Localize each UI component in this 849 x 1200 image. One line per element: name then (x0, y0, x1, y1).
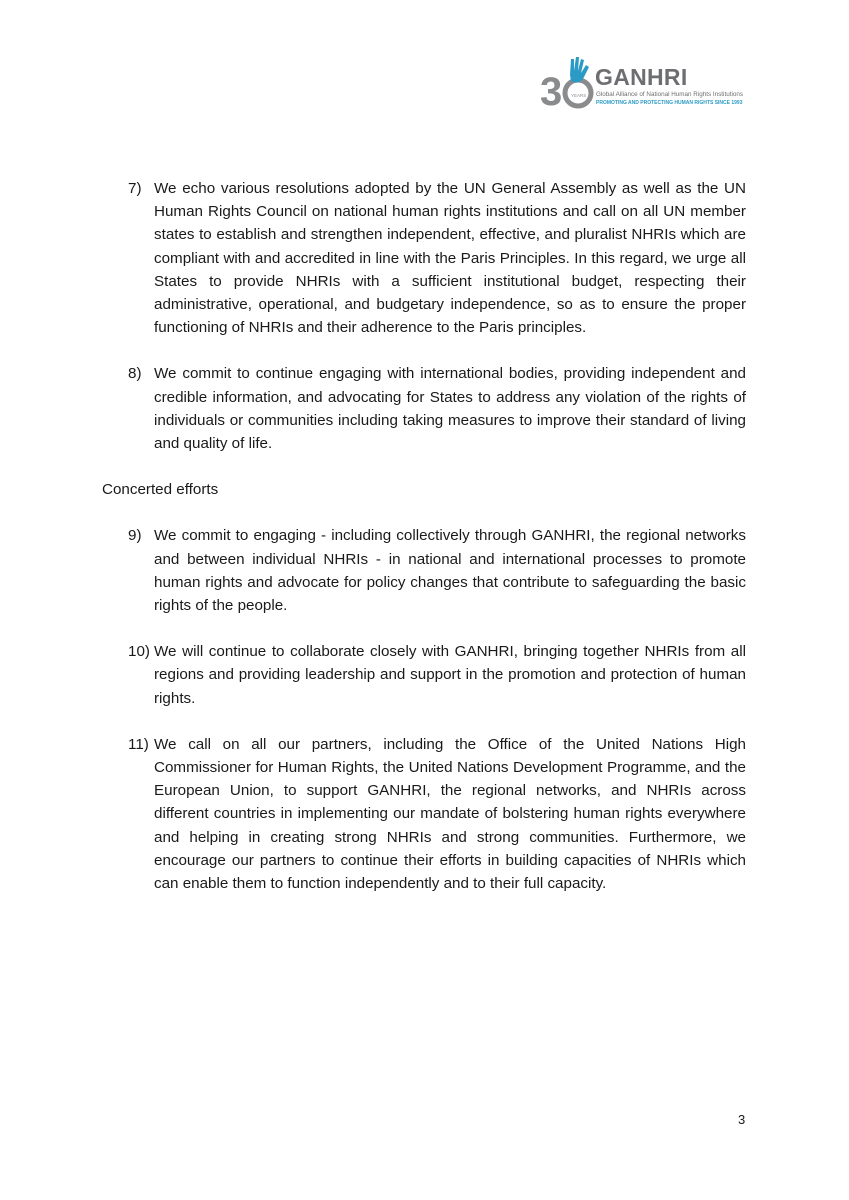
list-item-number: 7) (128, 180, 142, 197)
svg-text:YEARS: YEARS (571, 93, 587, 98)
list-item (102, 733, 746, 895)
logo-tagline-secondary: PROMOTING AND PROTECTING HUMAN RIGHTS SINCE 1993 (596, 100, 743, 106)
logo-tagline: Global Alliance of National Human Rights Institutions (596, 91, 744, 98)
page-number: 3 (738, 1112, 746, 1127)
list-item-text: We will continue to collaborate closely with GANHRI, bringing together NHRIs from all regions and providing leadership and support in the promotion and protection of human rights. (154, 643, 746, 707)
list-item-number: 10) (128, 643, 150, 661)
list-item-text: We call on all our partners, including the Office of the United Nations High Commissioner for Human Rights, the United Nations Development Programme, and the European Union, to support GANHRI, the regional networks, and NHRIs across different countries in implementing our mandate of bolstering human rights everywhere and helping in creating strong NHRIs and strong communities. Furthermore, we encourage our partners to continue their efforts in building capacities of NHRIs which can enable them to function independently and to their full capacity. (154, 735, 746, 893)
logo-brand-text: GANHRI (595, 64, 688, 90)
list-item-text: We commit to engaging - including collectively through GANHRI, the regional networks and between individual NHRIs - in national and international processes to promote human rights and advocate for policy changes that contribute to safeguarding the basic rights of the people. (154, 527, 746, 615)
document-body (102, 177, 746, 918)
list-item-number: 11) (128, 735, 149, 753)
list-item (102, 640, 746, 710)
list-item-text: We echo various resolutions adopted by the UN General Assembly as well as the UN Human Rights Council on national human rights institutions and call on all UN member states to establish and strengthen independent, effective, and pluralist NHRIs which are compliant with and accredited in line with the Paris Principles. In this regard, we urge all States to provide NHRIs with a sufficient institutional budget, respecting their administrative, operational, and budgetary independence, so as to ensure the proper functioning of NHRIs and their adherence to the Paris principles. (154, 180, 746, 337)
list-item (102, 177, 746, 339)
list-item-text: We commit to continue engaging with international bodies, providing independent and credible information, and advocating for States to address any violation of the rights of individuals or communities including taking measures to improve their standard of living and quality of life. (154, 365, 746, 453)
svg-text:3: 3 (540, 70, 563, 113)
section-heading: Concerted efforts (102, 481, 219, 499)
list-item-number: 8) (128, 365, 142, 383)
list-item (102, 524, 746, 617)
list-item-number: 9) (128, 527, 142, 545)
list-item (102, 362, 746, 455)
ganhri-logo (540, 55, 745, 113)
ganhri-30-years-icon (540, 55, 598, 113)
